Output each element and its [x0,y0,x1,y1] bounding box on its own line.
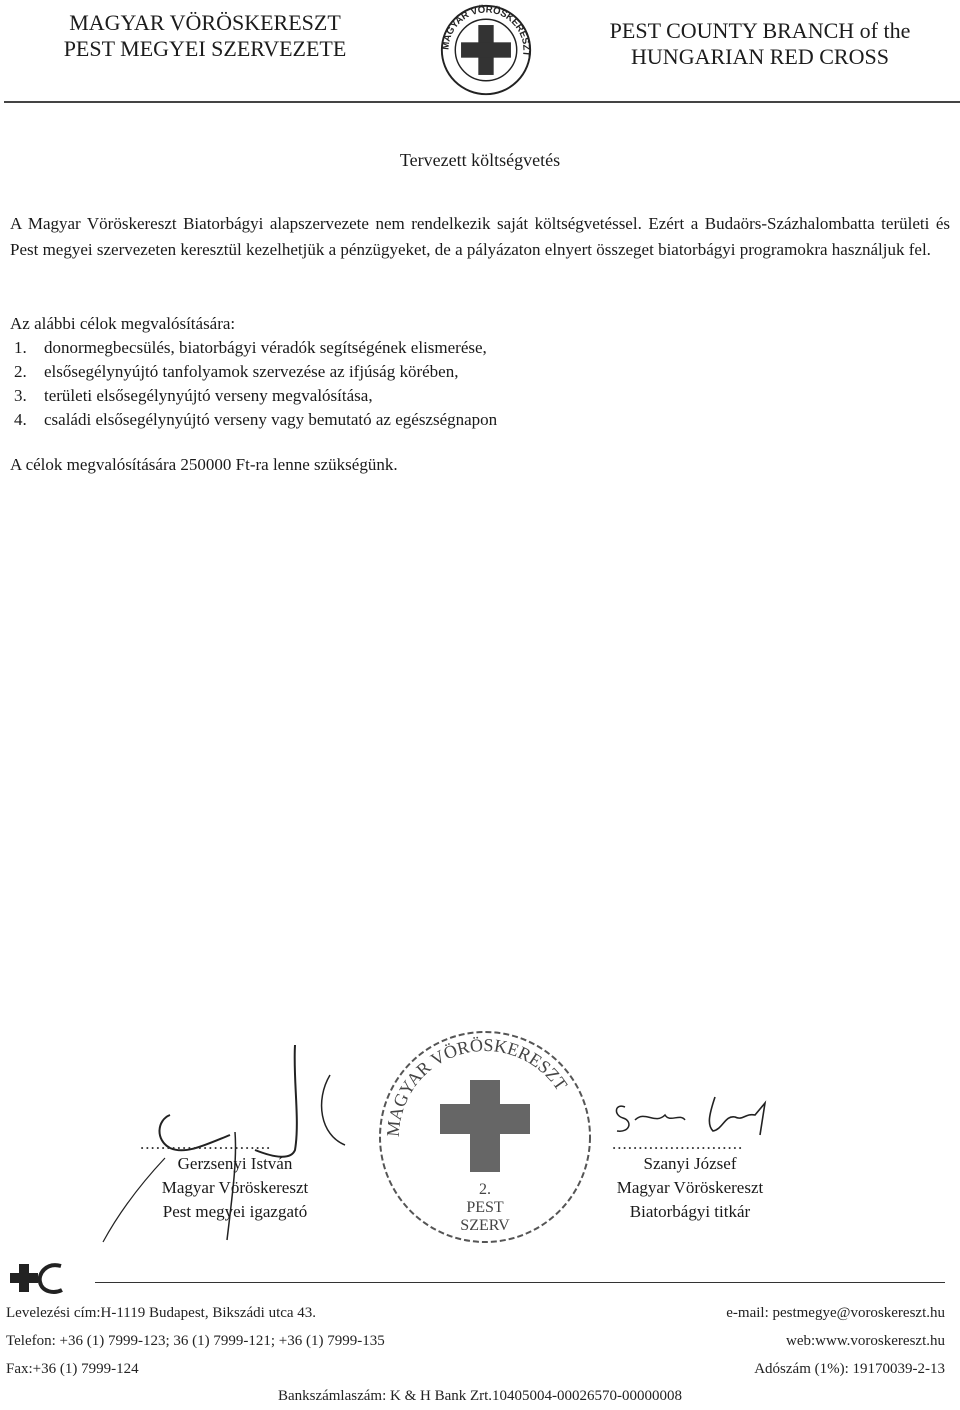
left-signatory [120,1152,350,1224]
goal-number: 4. [14,410,27,429]
footer-red-cross-logo [6,1260,66,1296]
footer-web: web:www.voroskereszt.hu [786,1333,945,1349]
stamp-ring-text: MAGYAR VÖRÖSKERESZT [382,1034,572,1138]
header-english-name [560,18,960,70]
goal-number: 3. [14,386,27,405]
header-left-line2: PEST MEGYEI SZERVEZETE [63,36,347,61]
right-signature-line: ......................... [612,1134,744,1153]
footer-fax: Fax:+36 (1) 7999-124 [6,1361,139,1377]
right-signatory [585,1152,795,1224]
goal-number: 1. [14,338,27,357]
right-signatory-name: Szanyi József [643,1154,737,1173]
header-hungarian-name [0,10,410,62]
footer-address: Levelezési cím:H-1119 Budapest, Bikszádi utca 43. [6,1305,317,1321]
goal-item [12,338,487,358]
left-signatory-title: Pest megyei igazgató [162,1202,308,1221]
goal-item [12,410,497,430]
goal-text: családi elsősegélynyújtó verseny vagy bemutató az egészségnapon [44,410,498,429]
logo-ring-text: MAGYAR VÖRÖSKERESZT [440,4,532,57]
goal-text: donormegbecsülés, biatorbágyi véradók segítségének elismerése, [44,338,487,357]
left-signatory-name: Gerzsenyi István [177,1154,293,1173]
footer-divider [95,1282,945,1283]
goals-intro: Az alábbi célok megvalósítására: [10,314,236,333]
footer-phone: Telefon: +36 (1) 7999-123; 36 (1) 7999-121; +36 (1) 7999-135 [6,1333,385,1349]
goal-text: elsősegélynyújtó tanfolyamok szervezése az ifjúság körében, [44,362,459,381]
stamp-line2: SZERV [460,1217,510,1234]
goal-text: területi elsősegélynyújtó verseny megvalósítása, [44,386,373,405]
header-right-line1: PEST COUNTY BRANCH of the [609,18,911,43]
right-signatory-org: Magyar Vöröskereszt [616,1178,764,1197]
footer-bank-account: Bankszámlaszám: K & H Bank Zrt.10405004-00026570-00000008 [277,1388,683,1404]
right-signatory-title: Biatorbágyi titkár [629,1202,751,1221]
left-signature-line: ......................... [140,1134,272,1153]
left-signatory-org: Magyar Vöröskereszt [161,1178,309,1197]
header-divider [4,101,960,103]
goal-item [12,362,458,382]
stamp-line1: PEST [466,1199,504,1216]
goal-number: 2. [14,362,27,381]
footer-tax-number: Adószám (1%): 19170039-2-13 [754,1361,945,1377]
official-stamp [370,1022,600,1252]
document-title: Tervezett költségvetés [399,150,561,170]
intro-paragraph: A Magyar Vöröskereszt Biatorbágyi alapszervezete nem rendelkezik saját költségvetéssel. Ezért a Budaörs-Százhalombatta területi és Pest megyei szervezeten keresztül kezelhetjük a pénzügyeket, de a pályázaton elnyert összeget biatorbágyi programokra használjuk fel. [10,214,950,259]
footer-email: e-mail: pestmegye@voroskereszt.hu [726,1305,945,1321]
stamp-number: 2. [479,1181,491,1198]
goal-item [12,386,373,406]
header-right-line2: HUNGARIAN RED CROSS [631,44,889,69]
header-left-line1: MAGYAR VÖRÖSKERESZT [69,10,341,35]
red-cross-logo [438,2,534,98]
right-handwritten-signature [605,1085,775,1140]
budget-conclusion: A célok megvalósítására 250000 Ft-ra lenne szükségünk. [10,455,398,474]
